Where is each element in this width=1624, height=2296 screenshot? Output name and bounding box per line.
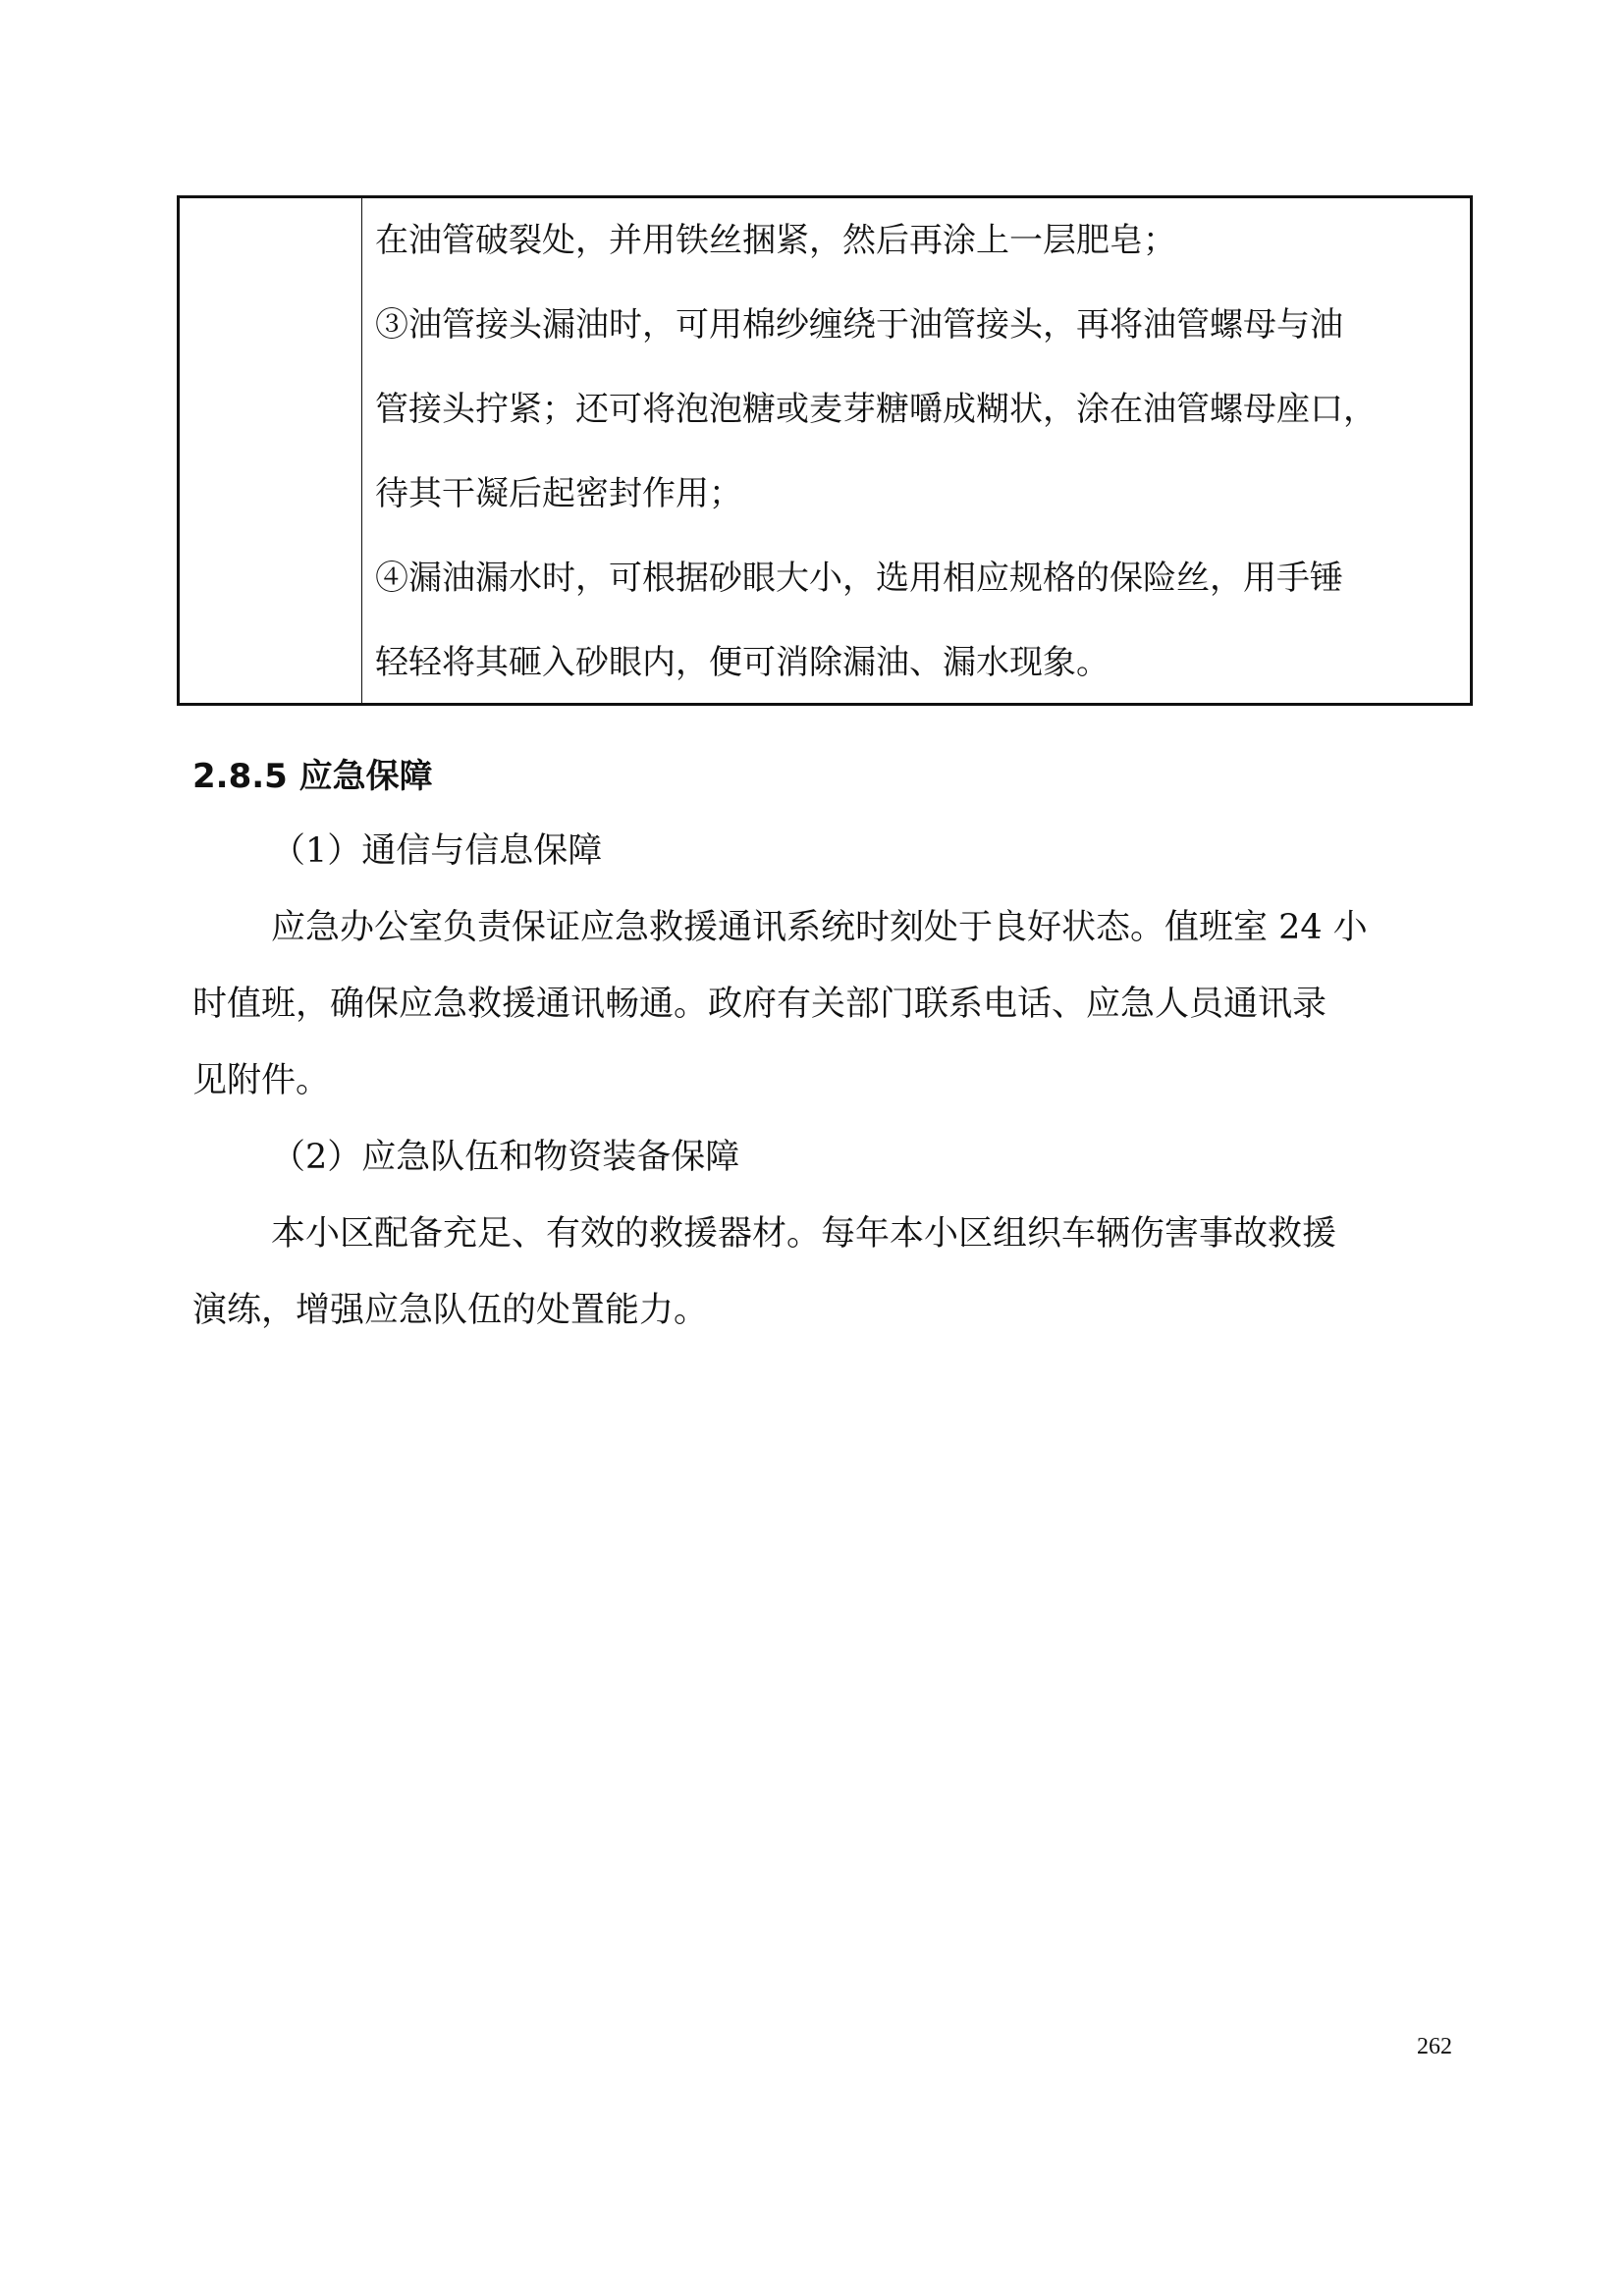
- sub2-para-line-2: 演练，增强应急队伍的处置能力。: [192, 1291, 709, 1330]
- sub1-para-line-1: 应急办公室负责保证应急救援通讯系统时刻处于良好状态。值班室 24 小: [271, 908, 1368, 947]
- continuation-table: [177, 195, 1473, 706]
- table-line-1: 在油管破裂处，并用铁丝捆紧，然后再涂上一层肥皂；: [375, 221, 1176, 260]
- table-line-4: 待其干凝后起密封作用；: [375, 474, 742, 513]
- table-left-cell: [180, 198, 362, 703]
- section-heading: 2.8.5 应急保障: [192, 757, 433, 796]
- table-line-5: ④漏油漏水时，可根据砂眼大小，选用相应规格的保险丝，用手锤: [375, 559, 1343, 598]
- page-number: 262: [1417, 2034, 1452, 2059]
- subsection-1-title: （1）通信与信息保障: [271, 831, 603, 871]
- sub1-para-line-3: 见附件。: [192, 1061, 331, 1100]
- sub2-para-line-1: 本小区配备充足、有效的救援器材。每年本小区组织车辆伤害事故救援: [271, 1214, 1337, 1254]
- sub1-para-line-2: 时值班，确保应急救援通讯畅通。政府有关部门联系电话、应急人员通讯录: [192, 985, 1327, 1024]
- table-line-6: 轻轻将其砸入砂眼内，便可消除漏油、漏水现象。: [375, 643, 1110, 682]
- subsection-2-title: （2）应急队伍和物资装备保障: [271, 1138, 740, 1177]
- table-right-cell: [362, 198, 1470, 703]
- table-line-3: 管接头拧紧；还可将泡泡糖或麦芽糖嚼成糊状，涂在油管螺母座口，: [375, 390, 1377, 429]
- table-line-2: ③油管接头漏油时，可用棉纱缠绕于油管接头，再将油管螺母与油: [375, 305, 1343, 345]
